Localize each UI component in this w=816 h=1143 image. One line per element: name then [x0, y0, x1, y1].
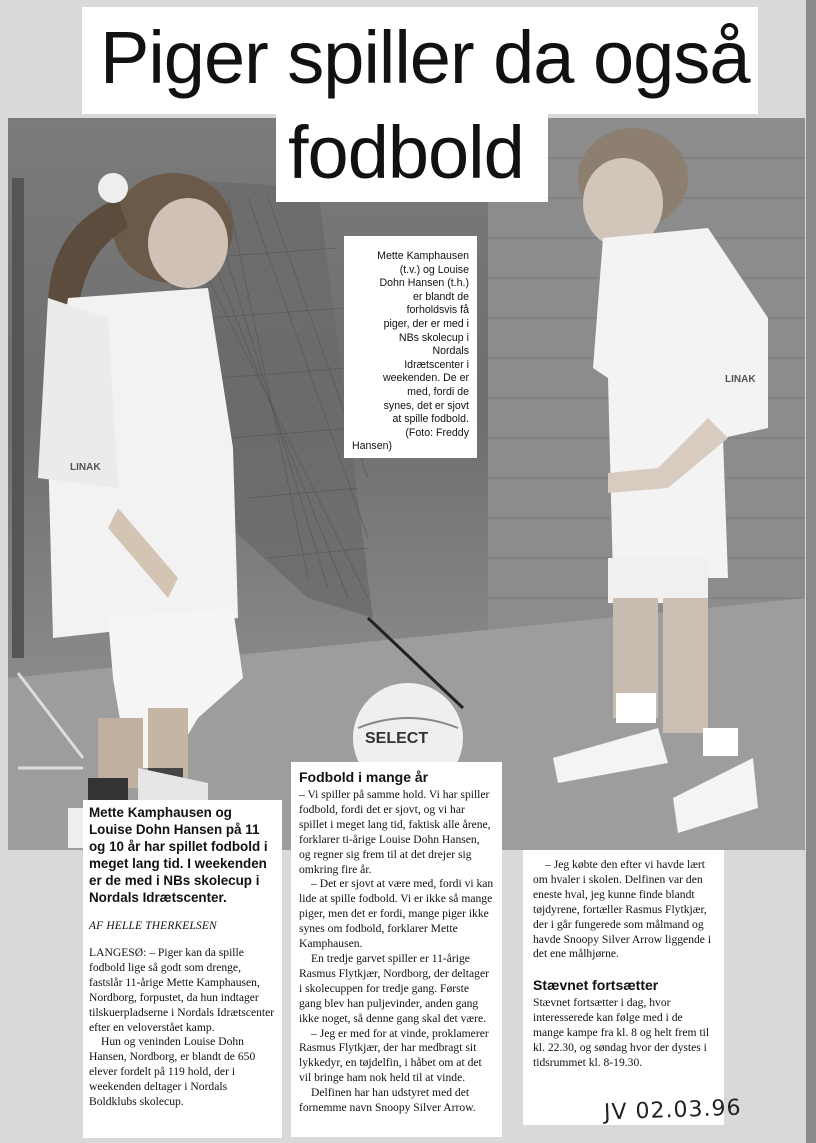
caption-line: at spille fodbold. [392, 413, 469, 426]
caption-line: Mette Kamphausen [377, 250, 469, 262]
caption-line: Nordals [432, 345, 469, 358]
caption-line: Hansen) [352, 440, 393, 453]
article-paragraph: Delfinen har han udstyret med det fornemme navn Snoopy Silver Arrow. [299, 1086, 476, 1115]
article-paragraph: – Jeg købte den efter vi havde lært om hvaler i skolen. Delfinen var den eneste hval, jeg kunne finde blandt tøjdyrene, fortæller Rasmus Flytkjær, der i går fungerede som målmand og havde Snoopy Silver Arrow liggende i det ene målhjørne. [533, 858, 712, 961]
caption-line: er blandt de [413, 290, 469, 303]
article-subhead: Fodbold i mange år [299, 769, 429, 785]
article-column-middle [291, 762, 502, 1137]
article-paragraph: Stævnet fortsætter i dag, hvor interesserede kan følge med i de mange kampe fra kl. 8 og helt frem til kl. 22.30, og søndag hvor der dystes i tidsrummet kl. 8-19.30. [533, 996, 710, 1069]
article-subhead: Stævnet fortsætter [533, 977, 659, 994]
photo-caption [344, 236, 477, 458]
caption-line: med, fordi de [407, 385, 469, 398]
article-paragraph: – Vi spiller på samme hold. Vi har spiller fodbold, fordi det er sjovt, og vi har spillet i meget lang tid, faktisk alle årene, forklarer ti-årige Louise Dohn Hansen, og regner sig frem til at det drejer sig omkring fire år. [299, 788, 491, 876]
caption-line: weekenden. De er [383, 372, 469, 385]
article-column-right [523, 850, 724, 1125]
article-column-left [83, 800, 282, 1138]
article-paragraph: – Det er sjovt at være med, fordi vi kan lide at spille fodbold. Vi er ikke så mange piger, men det er fordi, mange piger ikke synes om fodbold, forklarer Mette Kamphausen. [299, 877, 494, 951]
article-lead: Mette Kamphausen og Louise Dohn Hansen på 11 og 10 år har spillet fodbold i meget lang tid. I weekenden er de med i NBs skolecup i Nordals Idrætscenter. [89, 805, 268, 905]
ball-brand: SELECT [365, 730, 429, 747]
shirt-logo-left: LINAK [70, 462, 101, 473]
article-paragraph: Hun og veninden Louise Dohn Hansen, Nordborg, er blandt de 650 elever fordelt på 119 hold, der i weekenden deltager i Nordals Boldklubs skolecup. [89, 1035, 256, 1109]
article-paragraph: – Jeg er med for at vinde, proklamerer Rasmus Flytkjær, der har medbragt sit lykkedyr, en tøjdelfin, i håbet om at det vil bringe ham nok held til at vinde. [299, 1026, 489, 1085]
caption-line: (Foto: Freddy [405, 426, 469, 439]
caption-line: (t.v.) og Louise [399, 263, 469, 276]
caption-line: forholdsvis få [406, 304, 469, 317]
caption-line: Dohn Hansen (t.h.) [379, 277, 469, 290]
caption-line: Idrætscenter i [404, 358, 469, 371]
headline-line-2 [276, 110, 548, 202]
date-stamp: JV 02.03.96 [603, 1095, 742, 1126]
headline-text-2: fodbold [288, 111, 524, 194]
article-byline: AF HELLE THERKELSEN [89, 920, 217, 932]
caption-line: piger, der er med i [383, 317, 469, 330]
photo [8, 118, 805, 850]
article-paragraph: En tredje garvet spiller er 11-årige Rasmus Flytkjær, Nordborg, der deltager i skolecuppen for tredje gang. Første gang blev han puljevinder, anden gang ikke noget, så denne gang skal det være. [299, 951, 489, 1025]
article-paragraph: LANGESØ: – Piger kan da spille fodbold lige så godt som drenge, fastslår 11-årige Mette Kamphausen, Nordborg, forpustet, da hun indtager tilskuerpladserne i Nordals Idrætscenter efter en veloverstået kamp. [89, 946, 275, 1034]
caption-line: NBs skolecup i [398, 331, 469, 344]
shirt-logo-right: LINAK [725, 374, 756, 385]
headline-line-1 [82, 7, 758, 114]
caption-line: synes, det er sjovt [383, 399, 469, 412]
headline-text-1: Piger spiller da også [100, 16, 750, 99]
